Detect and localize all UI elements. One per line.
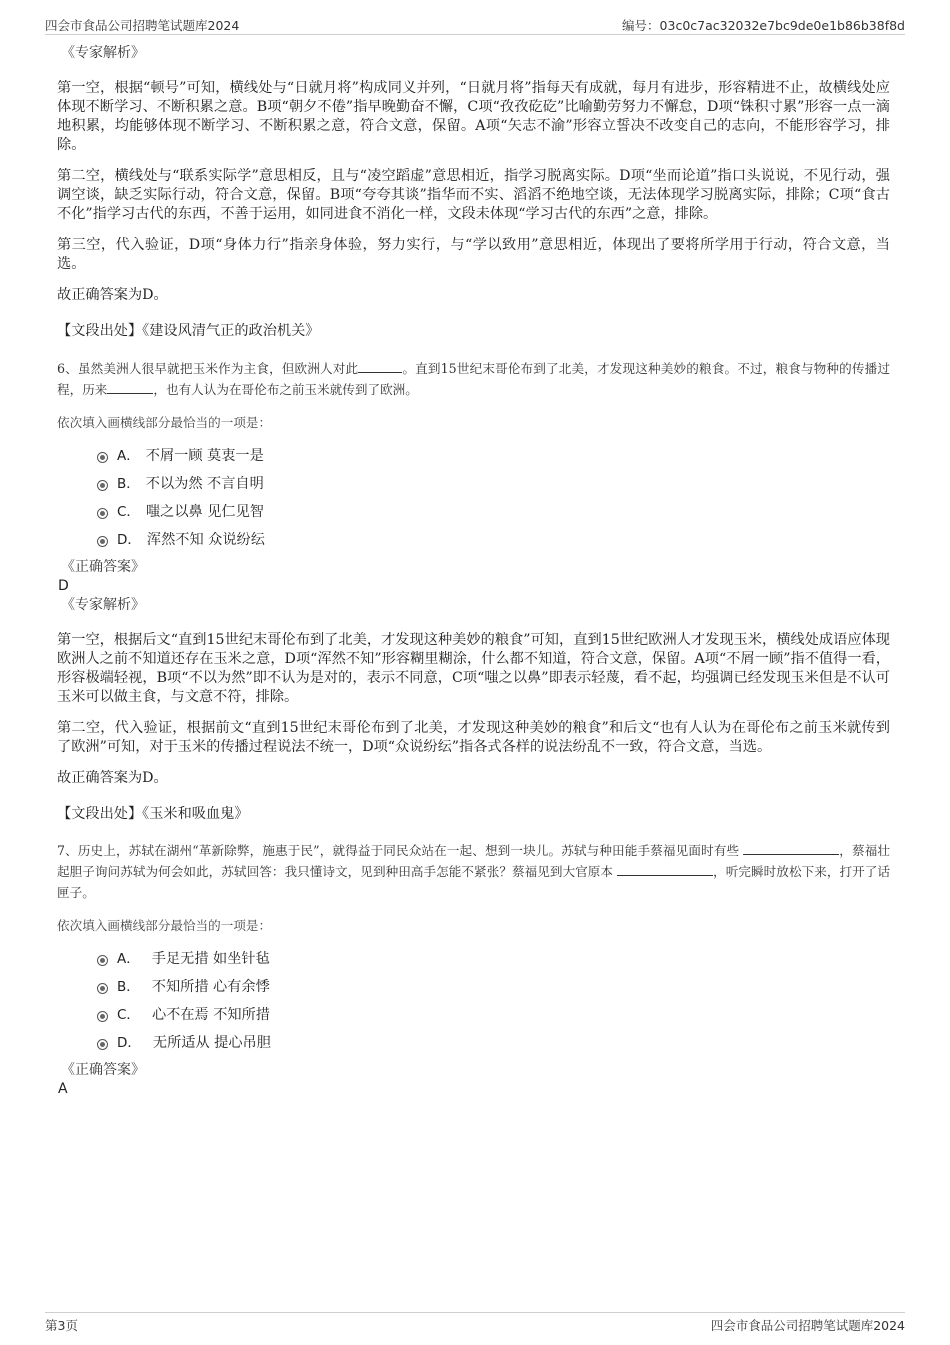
- answer-value: D: [58, 578, 69, 594]
- question-7-stem: [57, 840, 890, 903]
- option-text: 不以为然 不言自明: [145, 476, 264, 492]
- page-content: [57, 44, 890, 1099]
- analysis-paragraph: 第二空，横线处与“联系实际学”意思相反，且与“凌空蹈虚”意思相近，指学习脱离实际。D项“坐而论道”指口头说说，不见行动，强调空谈，缺乏实际行动，符合文意，保留。B项“夸夸其谈”指华而不实、滔滔不绝地空谈，无法体现学习脱离实际，排除；C项“食古不化”指学习古代的东西，不善于运用，如同进食不消化一样，文段未体现“学习古代的东西”之意，排除。: [57, 168, 890, 222]
- fill-blank: [743, 841, 839, 855]
- option-a[interactable]: [57, 446, 890, 466]
- option-c[interactable]: [57, 502, 890, 522]
- page-footer: [45, 1312, 905, 1333]
- radio-button-icon[interactable]: [97, 480, 108, 491]
- source-citation: 【文段出处】《玉米和吸血鬼》: [57, 806, 249, 822]
- option-a[interactable]: [57, 949, 890, 969]
- analysis-paragraph: 第三空，代入验证，D项“身体力行”指亲身体验，努力实行，与“学以致用”意思相近，体现出了要将所学用于行动，符合文意，当选。: [57, 237, 890, 272]
- question-text: 7、历史上，苏轼在湖州“革新除弊，施惠于民”，就得益于同民众站在一起、想到一块儿。苏轼与种田能手蔡福见面时有些: [57, 843, 740, 858]
- option-text: 心不在焉 不知所措: [151, 1007, 270, 1023]
- radio-button-icon[interactable]: [97, 508, 108, 519]
- option-text: 嗤之以鼻 见仁见智: [145, 504, 264, 520]
- analysis-paragraph: 第一空，根据“顿号”可知，横线处与“日就月将”构成同义并列，“日就月将”指每天有成就，每月有进步，形容精进不止，故横线处应体现不断学习、不断积累之意。B项“朝夕不倦”指早晚勤奋不懈，C项“孜孜矻矻”比喻勤劳努力不懈怠，D项“铢积寸累”形容一点一滴地积累，均能够体现不断学习、不断积累之意，符合文意，保留。A项“矢志不渝”形容立誓决不改变自己的志向，不能形容学习，排除。: [57, 80, 890, 153]
- radio-button-icon[interactable]: [97, 536, 108, 547]
- option-text: 手足无措 如坐针毡: [151, 951, 270, 967]
- question-6-stem: [57, 358, 890, 400]
- option-letter: A．: [117, 951, 140, 967]
- fill-blank: [107, 380, 153, 394]
- header-title: 四会市食品公司招聘笔试题库2024: [45, 18, 240, 33]
- option-d[interactable]: [57, 530, 890, 550]
- option-letter: C．: [117, 504, 140, 520]
- option-letter: D．: [117, 532, 141, 548]
- option-b[interactable]: [57, 474, 890, 494]
- radio-button-icon[interactable]: [97, 983, 108, 994]
- header-code-label: 编号：: [622, 18, 660, 33]
- option-text: 不知所措 心有余悸: [151, 979, 270, 995]
- question-instruction: 依次填入画横线部分最恰当的一项是：: [57, 918, 272, 933]
- header-code-value: 03c0c7ac32032e7bc9de0e1b86b38f8d: [659, 18, 905, 33]
- question-text: 6、虽然美洲人很早就把玉米作为主食，但欧洲人对此: [57, 361, 359, 376]
- analysis-paragraph: 第二空，代入验证，根据前文“直到15世纪末哥伦布到了北美，才发现这种美妙的粮食”和后文“也有人认为在哥伦布之前玉米就传到了欧洲”可知，对于玉米的传播过程说法不统一，D项“众说纷纭”指各式各样的说法纷乱不一致，符合文意，当选。: [57, 720, 890, 755]
- page-number: 第3页: [45, 1318, 78, 1333]
- option-text: 不屑一顾 莫衷一是: [145, 448, 264, 464]
- analysis-label: 《专家解析》: [61, 45, 145, 61]
- answer-label: 《正确答案》: [61, 1062, 145, 1078]
- fill-blank: [617, 862, 713, 876]
- answer-value: A: [58, 1081, 68, 1097]
- radio-button-icon[interactable]: [97, 452, 108, 463]
- option-letter: D．: [117, 1035, 141, 1051]
- question-text: ，听完瞬时放松下来，打开了话匣子。: [57, 864, 891, 900]
- option-letter: A．: [117, 448, 140, 464]
- analysis-paragraph: 第一空，根据后文“直到15世纪末哥伦布到了北美，才发现这种美妙的粮食”可知，直到15世纪欧洲人才发现玉米，横线处成语应体现欧洲人之前不知道还存在玉米之意，D项“浑然不知”形容糊里糊涂，什么都不知道，符合文意，保留。A项“不屑一顾”指不值得一看，形容极端轻视，B项“不以为然”即不认为是对的，表示不同意，C项“嗤之以鼻”即表示轻蔑，看不起，均强调已经发现玉米但是不认可玉米可以做主食，与文意不符，排除。: [57, 632, 890, 705]
- option-letter: B．: [117, 476, 140, 492]
- question-text: 。直到15世纪末哥伦布到了北美，才发现这种美妙的粮食。不过，粮食与物种的传播过程，历来: [57, 361, 890, 397]
- page-header: [45, 14, 905, 35]
- option-text: 无所适从 提心吊胆: [152, 1035, 271, 1051]
- radio-button-icon[interactable]: [97, 1039, 108, 1050]
- analysis-label: 《专家解析》: [61, 597, 145, 613]
- option-c[interactable]: [57, 1005, 890, 1025]
- option-text: 浑然不知 众说纷纭: [146, 532, 265, 548]
- option-letter: B．: [117, 979, 140, 995]
- option-b[interactable]: [57, 977, 890, 997]
- radio-button-icon[interactable]: [97, 1011, 108, 1022]
- header-code: [622, 16, 905, 34]
- conclusion: 故正确答案为D。: [57, 770, 168, 786]
- footer-title: 四会市食品公司招聘笔试题库2024: [710, 1318, 905, 1333]
- conclusion: 故正确答案为D。: [57, 287, 168, 303]
- options-list: [57, 446, 890, 550]
- option-letter: C．: [117, 1007, 140, 1023]
- fill-blank: [358, 359, 402, 373]
- option-d[interactable]: [57, 1033, 890, 1053]
- radio-button-icon[interactable]: [97, 955, 108, 966]
- question-text: ，蔡福壮起胆子询问苏轼为何会如此，苏轼回答：我只懂诗文，见到种田高手怎能不紧张？蔡福见到大官原本: [57, 843, 891, 879]
- question-text: ，也有人认为在哥伦布之前玉米就传到了欧洲。: [153, 382, 418, 397]
- question-instruction: 依次填入画横线部分最恰当的一项是：: [57, 415, 272, 430]
- options-list: [57, 949, 890, 1053]
- answer-label: 《正确答案》: [61, 559, 145, 575]
- source-citation: 【文段出处】《建设风清气正的政治机关》: [57, 323, 320, 339]
